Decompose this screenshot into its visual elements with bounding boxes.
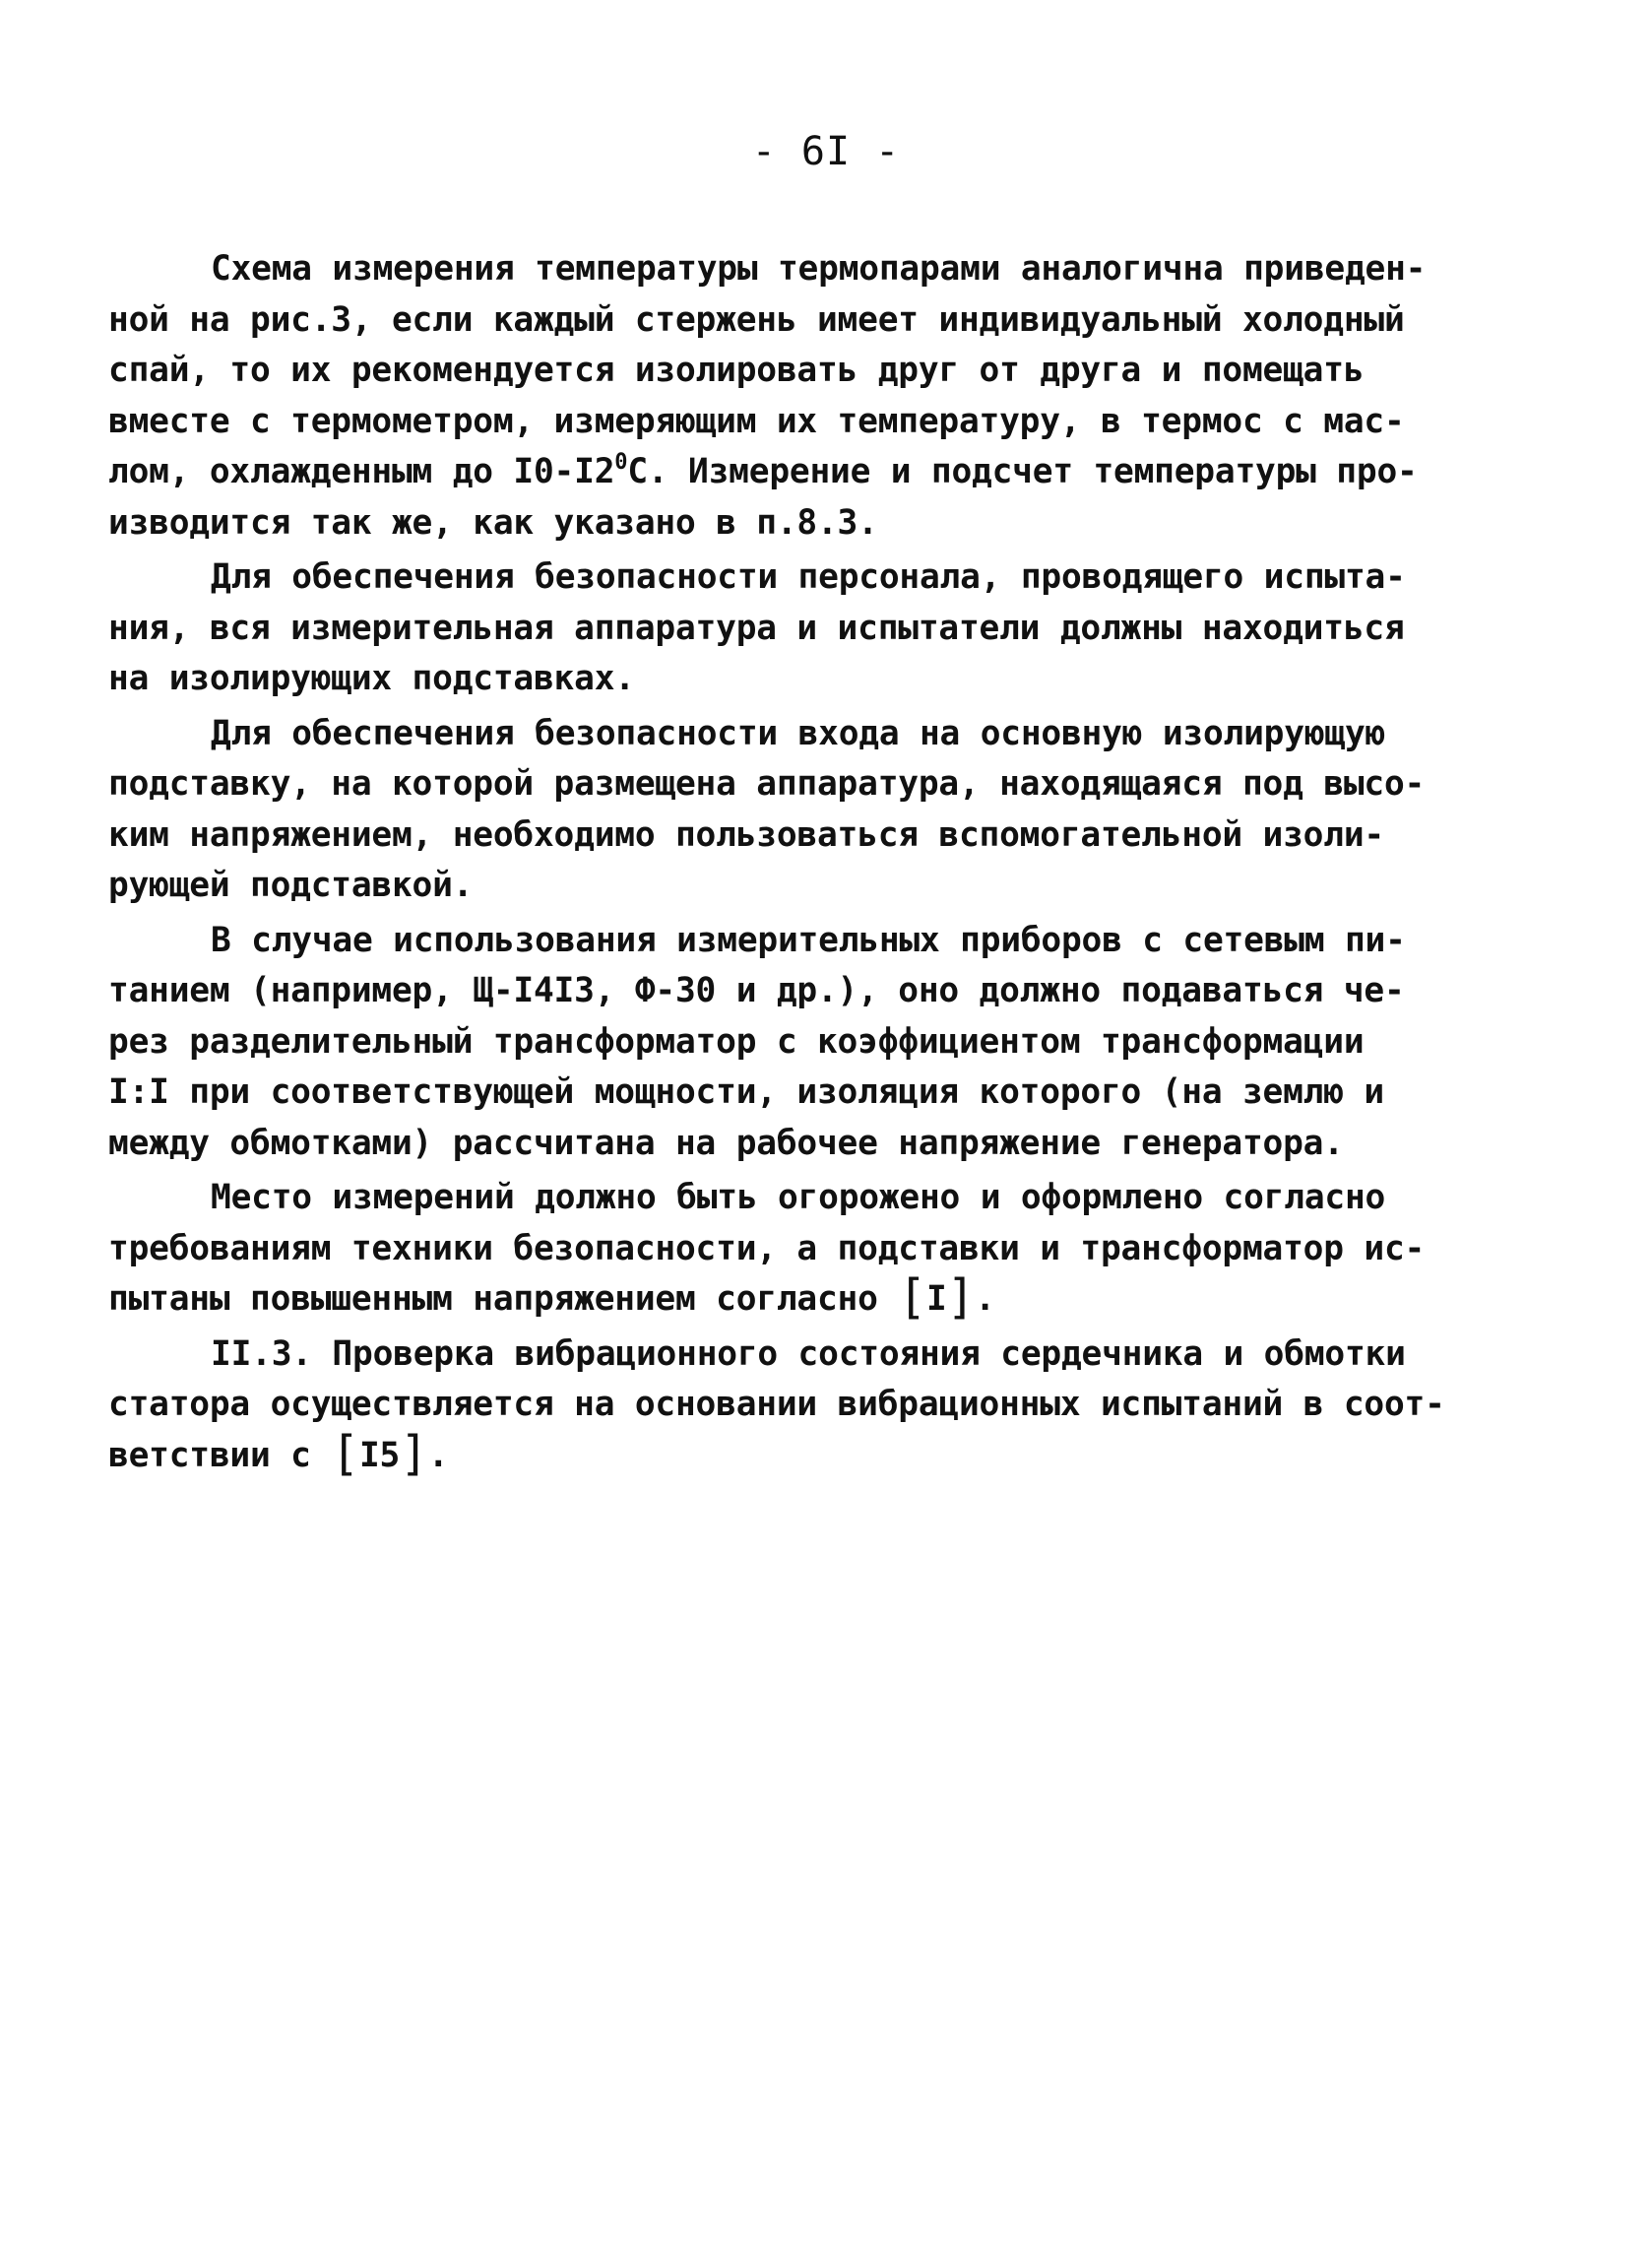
text-fragment: пытаны повышенным напряжением согласно [108, 1279, 899, 1319]
text-line: изводится так же, как указано в п.8.3. [108, 502, 878, 543]
text-fragment: лом, охлажденным до I0-I2 [108, 452, 615, 491]
text-line: между обмотками) рассчитана на рабочее напряжение генератора. [108, 1123, 1344, 1163]
document-body [108, 244, 1459, 1485]
reference-number: I5 [358, 1435, 401, 1475]
text-line [108, 1269, 1459, 1326]
paragraph-personnel-safety [108, 552, 1459, 705]
text-line: на изолирующих подставках. [108, 659, 635, 698]
reference-number: I [925, 1279, 947, 1319]
text-fragment: ветствии с [108, 1435, 332, 1475]
text-line: Для обеспечения безопасности персонала, проводящего испыта- [211, 557, 1406, 597]
text-line: вместе с термометром, измеряющим их температуру, в термос с мас- [108, 401, 1405, 441]
text-line: требованиям техники безопасности, а подставки и трансформатор ис- [108, 1228, 1426, 1268]
text-line: статора осуществляется на основании вибрационных испытаний в соот- [108, 1385, 1445, 1424]
text-line: ной на рис.3, если каждый стержень имеет индивидуальный холодный [108, 299, 1405, 340]
page-number: - 6I - [751, 129, 901, 174]
text-fragment: . [427, 1435, 449, 1475]
text-line [108, 1425, 1459, 1482]
text-line: Схема измерения температуры термопарами аналогична приведен- [211, 249, 1427, 289]
text-line: Место измерений должно быть огорожено и оформлено согласно [211, 1178, 1386, 1217]
text-line: рующей подставкой. [108, 866, 474, 905]
text-fragment: С. Измерение и подсчет температуры про- [627, 452, 1418, 491]
text-line: танием (например, Щ-I4I3, Ф-30 и др.), оно должно подаваться че- [108, 971, 1405, 1010]
paragraph-insulating-stand [108, 709, 1459, 912]
text-line: Для обеспечения безопасности входа на основную изолирующую [211, 713, 1386, 753]
text-line: В случае использования измерительных приборов с сетевым пи- [211, 920, 1406, 960]
reference-open-bracket: [ [331, 1425, 359, 1481]
reference-open-bracket: [ [898, 1269, 926, 1325]
degree-superscript: 0 [614, 450, 628, 475]
paragraph-measurement-site [108, 1173, 1459, 1326]
text-line: ким напряжением, необходимо пользоваться вспомогательной изоли- [108, 814, 1384, 855]
reference-close-bracket: ] [400, 1425, 428, 1481]
text-line [108, 447, 1459, 498]
text-line: II.3. Проверка вибрационного состояния сердечника и обмотки [211, 1333, 1406, 1374]
text-fragment: . [975, 1279, 995, 1319]
text-line: I:I при соответствующей мощности, изоляция которого (на землю и [108, 1072, 1384, 1112]
text-line: спай, то их рекомендуется изолировать друг от друга и помещать [108, 351, 1365, 390]
paragraph-vibration-check [108, 1329, 1459, 1482]
reference-close-bracket: ] [946, 1269, 976, 1325]
paragraph-isolation-transformer [108, 916, 1459, 1170]
text-line: ния, вся измерительная аппаратура и испытатели должны находиться [108, 608, 1405, 648]
text-line: подставку, на которой размещена аппаратура, находящаяся под высо- [108, 764, 1426, 804]
text-line: рез разделительный трансформатор с коэффициентом трансформации [108, 1021, 1365, 1062]
paragraph-thermocouple-scheme [108, 244, 1459, 549]
